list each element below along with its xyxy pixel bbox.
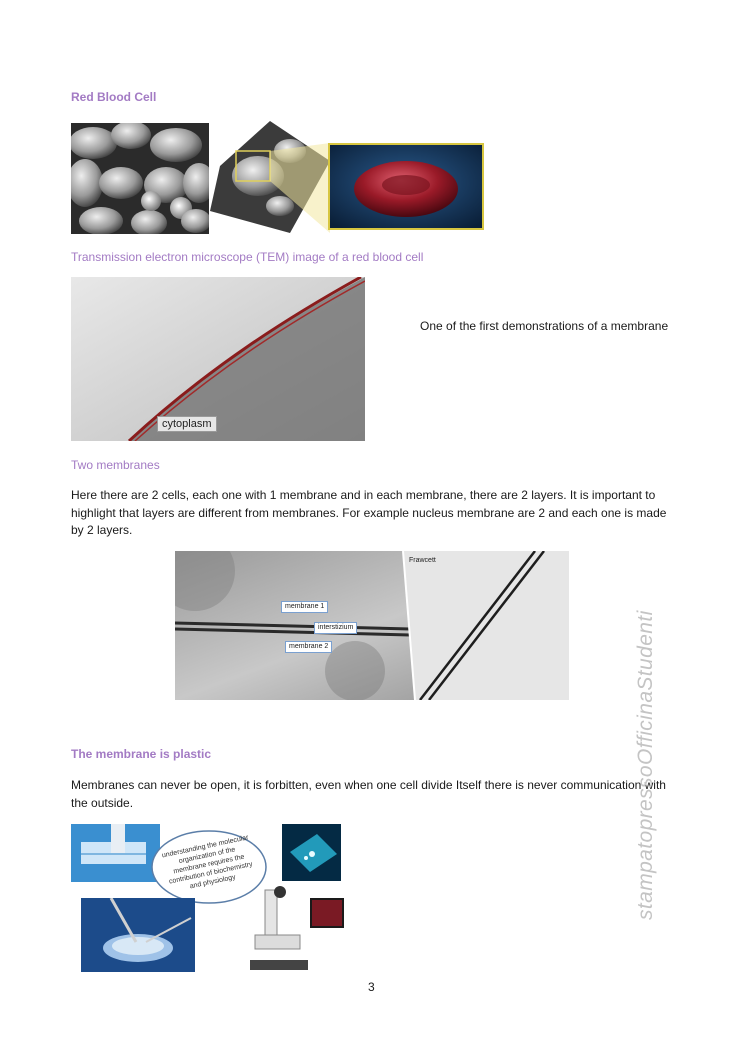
rbc-3d-render bbox=[328, 143, 484, 230]
cytoplasm-label: cytoplasm bbox=[157, 416, 217, 432]
rbc-zoom-image bbox=[210, 121, 330, 233]
membrane-1-label: membrane 1 bbox=[281, 601, 328, 613]
membrane-tem-image bbox=[175, 551, 569, 700]
section-heading-red-blood-cell: Red Blood Cell bbox=[71, 90, 157, 104]
tem-image bbox=[71, 277, 365, 441]
watermark: stampatopressoOfficinaStudenti bbox=[634, 610, 657, 920]
microscope-image bbox=[250, 880, 345, 972]
microinjection-image bbox=[81, 898, 195, 972]
tem-caption: Transmission electron microscope (TEM) image of a red blood cell bbox=[71, 250, 424, 264]
fluorescence-image bbox=[282, 824, 341, 881]
membrane-plastic-paragraph: Membranes can never be open, it is forbitten, even when one cell divide Itself there is never communication with the outside. bbox=[71, 778, 666, 810]
section-heading-two-membranes: Two membranes bbox=[71, 458, 160, 472]
interstizium-label: interstizium bbox=[314, 622, 357, 634]
two-membranes-paragraph: Here there are 2 cells, each one with 1 membrane and in each membrane, there are 2 layers. It is important to highlight that layers are different from membranes. For example nucleus membrane are 2 and each one is made by 2 layers. bbox=[71, 488, 667, 537]
section-heading-membrane-plastic: The membrane is plastic bbox=[71, 747, 212, 761]
rbc-sem-image bbox=[71, 123, 209, 234]
membrane-2-label: membrane 2 bbox=[285, 641, 332, 653]
page-number: 3 bbox=[368, 980, 375, 994]
speech-bubble-text: understanding the molecular organization of the membrane requires the contribution of biochemistry and physiology bbox=[161, 834, 254, 891]
membrane-corner-label: Frawcett bbox=[409, 557, 436, 564]
lab-equipment-image bbox=[71, 824, 160, 882]
tem-side-note: One of the first demonstrations of a membrane bbox=[420, 319, 669, 333]
